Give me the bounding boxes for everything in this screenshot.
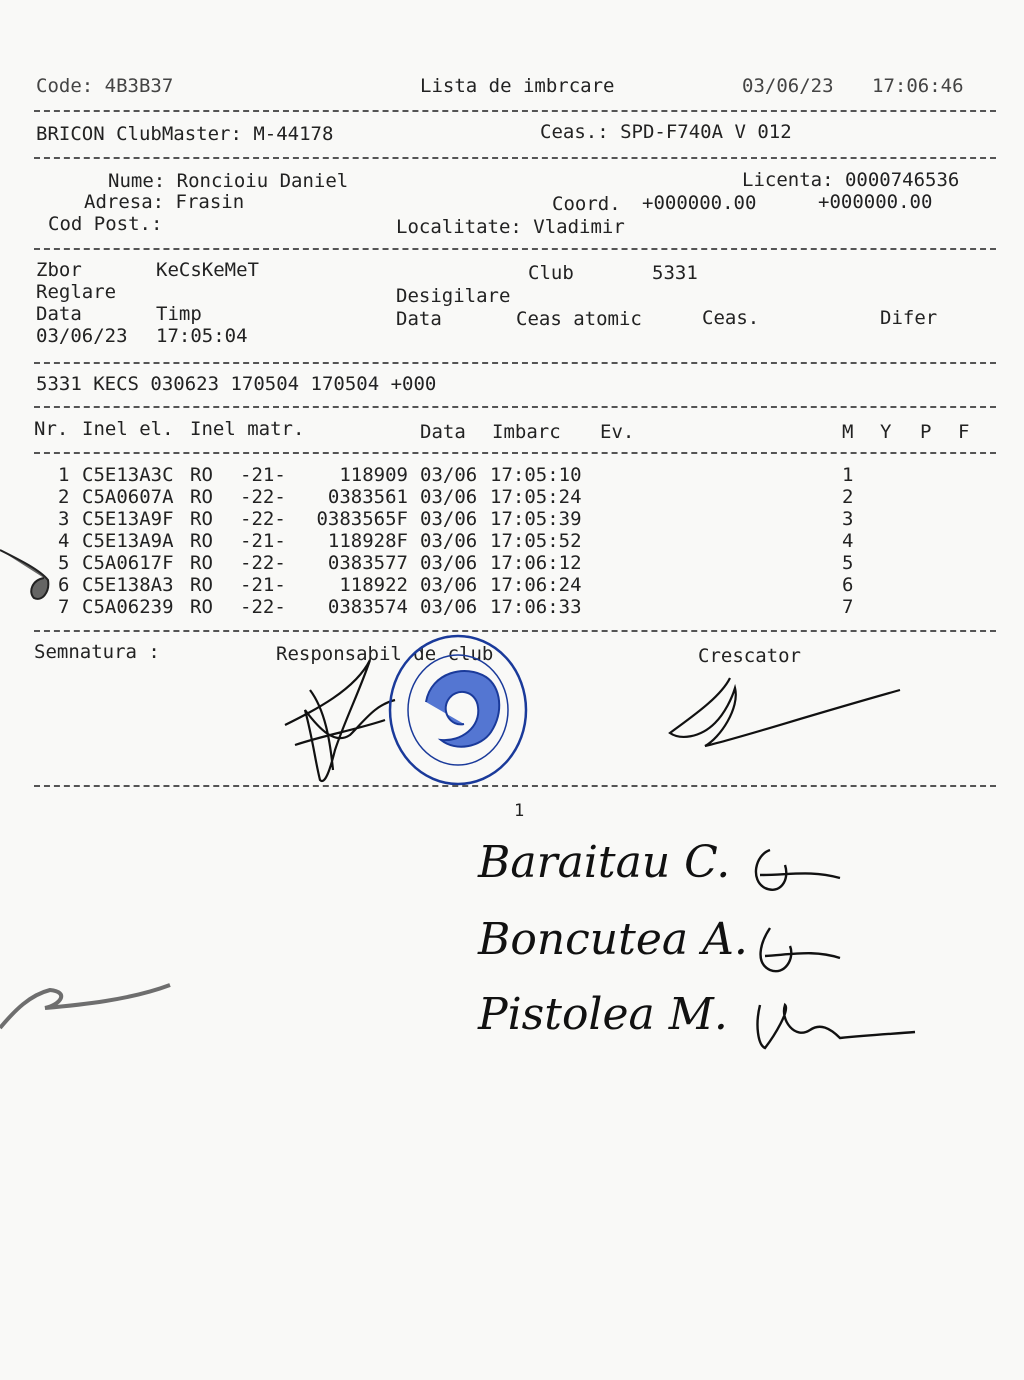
- responsabil-label: Responsabil de club: [276, 643, 494, 665]
- table-row: [0, 486, 1024, 508]
- separator: [34, 406, 996, 408]
- clip-mark: [0, 540, 80, 610]
- row-inel-matr: 118928F: [327, 530, 408, 552]
- separator: [34, 785, 996, 787]
- row-imbarc: 17:05:39: [490, 508, 582, 530]
- separator: [34, 248, 996, 250]
- row-inel-el: C5E13A3C: [82, 464, 174, 486]
- row-inel-matr: 0383574: [327, 596, 408, 618]
- row-m: 2: [842, 486, 854, 508]
- row-inel-el: C5A0617F: [82, 552, 174, 574]
- row-m: 7: [842, 596, 854, 618]
- row-country: RO: [190, 464, 213, 486]
- row-data: 03/06: [420, 530, 478, 552]
- club-label: Club: [528, 262, 574, 284]
- separator: [34, 157, 996, 159]
- owner-name: Nume: Roncioiu Daniel: [108, 170, 349, 192]
- col-ev-header: Ev.: [600, 421, 635, 443]
- row-imbarc: 17:06:33: [490, 596, 582, 618]
- separator: [34, 362, 996, 364]
- row-inel-el: C5E13A9F: [82, 508, 174, 530]
- col-nr-header: Nr.: [34, 418, 69, 440]
- col-p-header: P: [920, 421, 932, 443]
- handwritten-signature-3: [740, 990, 920, 1060]
- header-date: 03/06/23: [742, 75, 834, 97]
- ceas-label: Ceas.: SPD-F740A V 012: [540, 121, 792, 143]
- reglare-data-value: 03/06/23: [36, 325, 128, 347]
- row-data: 03/06: [420, 486, 478, 508]
- localitate-label: Localitate: Vladimir: [396, 216, 625, 238]
- row-year: -21-: [240, 574, 286, 596]
- handwritten-name-3: Pistolea M.: [478, 989, 728, 1040]
- row-data: 03/06: [420, 596, 478, 618]
- coord-x: +000000.00: [642, 192, 757, 214]
- row-m: 4: [842, 530, 854, 552]
- row-country: RO: [190, 508, 213, 530]
- club-stamp: [386, 632, 530, 788]
- separator: [34, 110, 996, 112]
- row-inel-matr: 0383577: [327, 552, 408, 574]
- row-imbarc: 17:05:24: [490, 486, 582, 508]
- row-country: RO: [190, 530, 213, 552]
- row-year: -22-: [240, 596, 286, 618]
- row-nr: 3: [58, 508, 70, 530]
- col-data-header: Data: [420, 421, 466, 443]
- row-inel-el: C5A06239: [82, 596, 174, 618]
- difer-label: Difer: [880, 307, 938, 329]
- summary-line: 5331 KECS 030623 170504 170504 +000: [36, 373, 437, 395]
- handwritten-signature-2: [740, 918, 850, 988]
- row-data: 03/06: [420, 552, 478, 574]
- handwritten-signature-1: [730, 840, 850, 910]
- table-row: [0, 464, 1024, 486]
- owner-licenta: Licenta: 0000746536: [742, 169, 960, 191]
- data-label: Data: [36, 303, 82, 325]
- desigilare-data-label: Data: [396, 308, 442, 330]
- cod-post-label: Cod Post.:: [48, 213, 163, 235]
- desigilare-label: Desigilare: [396, 285, 511, 307]
- table-row: [0, 508, 1024, 530]
- col-imbarc-header: Imbarc: [492, 421, 561, 443]
- clubmaster-label: BRICON ClubMaster: M-44178: [36, 123, 334, 145]
- row-imbarc: 17:05:52: [490, 530, 582, 552]
- row-country: RO: [190, 574, 213, 596]
- col-inel-el-header: Inel el.: [82, 418, 174, 440]
- row-inel-matr: 118922: [339, 574, 408, 596]
- table-row: [0, 596, 1024, 618]
- row-inel-matr: 0383565F: [316, 508, 408, 530]
- row-imbarc: 17:05:10: [490, 464, 582, 486]
- row-country: RO: [190, 596, 213, 618]
- row-m: 5: [842, 552, 854, 574]
- row-data: 03/06: [420, 464, 478, 486]
- row-data: 03/06: [420, 574, 478, 596]
- handwritten-name-1: Baraitau C.: [478, 837, 731, 888]
- semnatura-label: Semnatura :: [34, 641, 160, 663]
- row-nr: 2: [58, 486, 70, 508]
- clip-mark: [0, 980, 175, 1040]
- col-m-header: M: [842, 421, 854, 443]
- row-m: 3: [842, 508, 854, 530]
- table-row: [0, 530, 1024, 552]
- reglare-label: Reglare: [36, 281, 117, 303]
- row-imbarc: 17:06:24: [490, 574, 582, 596]
- crescator-label: Crescator: [698, 645, 801, 667]
- col-f-header: F: [958, 421, 970, 443]
- row-nr: 5: [58, 552, 70, 574]
- row-nr: 7: [58, 596, 70, 618]
- row-imbarc: 17:06:12: [490, 552, 582, 574]
- row-inel-matr: 0383561: [327, 486, 408, 508]
- row-inel-el: C5E13A9A: [82, 530, 174, 552]
- zbor-label: Zbor: [36, 259, 82, 281]
- reglare-timp-value: 17:05:04: [156, 325, 248, 347]
- zbor-value: KeCsKeMeT: [156, 259, 259, 281]
- col-y-header: Y: [880, 421, 892, 443]
- row-country: RO: [190, 486, 213, 508]
- row-data: 03/06: [420, 508, 478, 530]
- row-year: -21-: [240, 530, 286, 552]
- club-value: 5331: [652, 262, 698, 284]
- ceas-atomic-label: Ceas atomic: [516, 308, 642, 330]
- coord-label: Coord.: [552, 193, 621, 215]
- row-nr: 1: [58, 464, 70, 486]
- header-time: 17:06:46: [872, 75, 964, 97]
- table-row: [0, 552, 1024, 574]
- page-number: 1: [514, 801, 525, 821]
- row-year: -22-: [240, 552, 286, 574]
- row-m: 1: [842, 464, 854, 486]
- row-nr: 4: [58, 530, 70, 552]
- coord-y: +000000.00: [818, 191, 933, 213]
- document-title: Lista de imbrcare: [420, 75, 615, 97]
- code-label: Code: 4B3B37: [36, 75, 174, 97]
- ceas-col-label: Ceas.: [702, 307, 760, 329]
- col-inel-matr-header: Inel matr.: [190, 418, 305, 440]
- row-inel-matr: 118909: [339, 464, 408, 486]
- handwritten-name-2: Boncutea A.: [478, 914, 748, 965]
- row-nr: 6: [58, 574, 70, 596]
- separator: [34, 452, 996, 454]
- row-country: RO: [190, 552, 213, 574]
- crescator-signature: [660, 668, 910, 752]
- row-year: -21-: [240, 464, 286, 486]
- owner-adresa: Adresa: Frasin: [84, 191, 245, 213]
- row-inel-el: C5A0607A: [82, 486, 174, 508]
- table-row: [0, 574, 1024, 596]
- timp-label: Timp: [156, 303, 202, 325]
- row-year: -22-: [240, 486, 286, 508]
- row-m: 6: [842, 574, 854, 596]
- row-inel-el: C5E138A3: [82, 574, 174, 596]
- row-year: -22-: [240, 508, 286, 530]
